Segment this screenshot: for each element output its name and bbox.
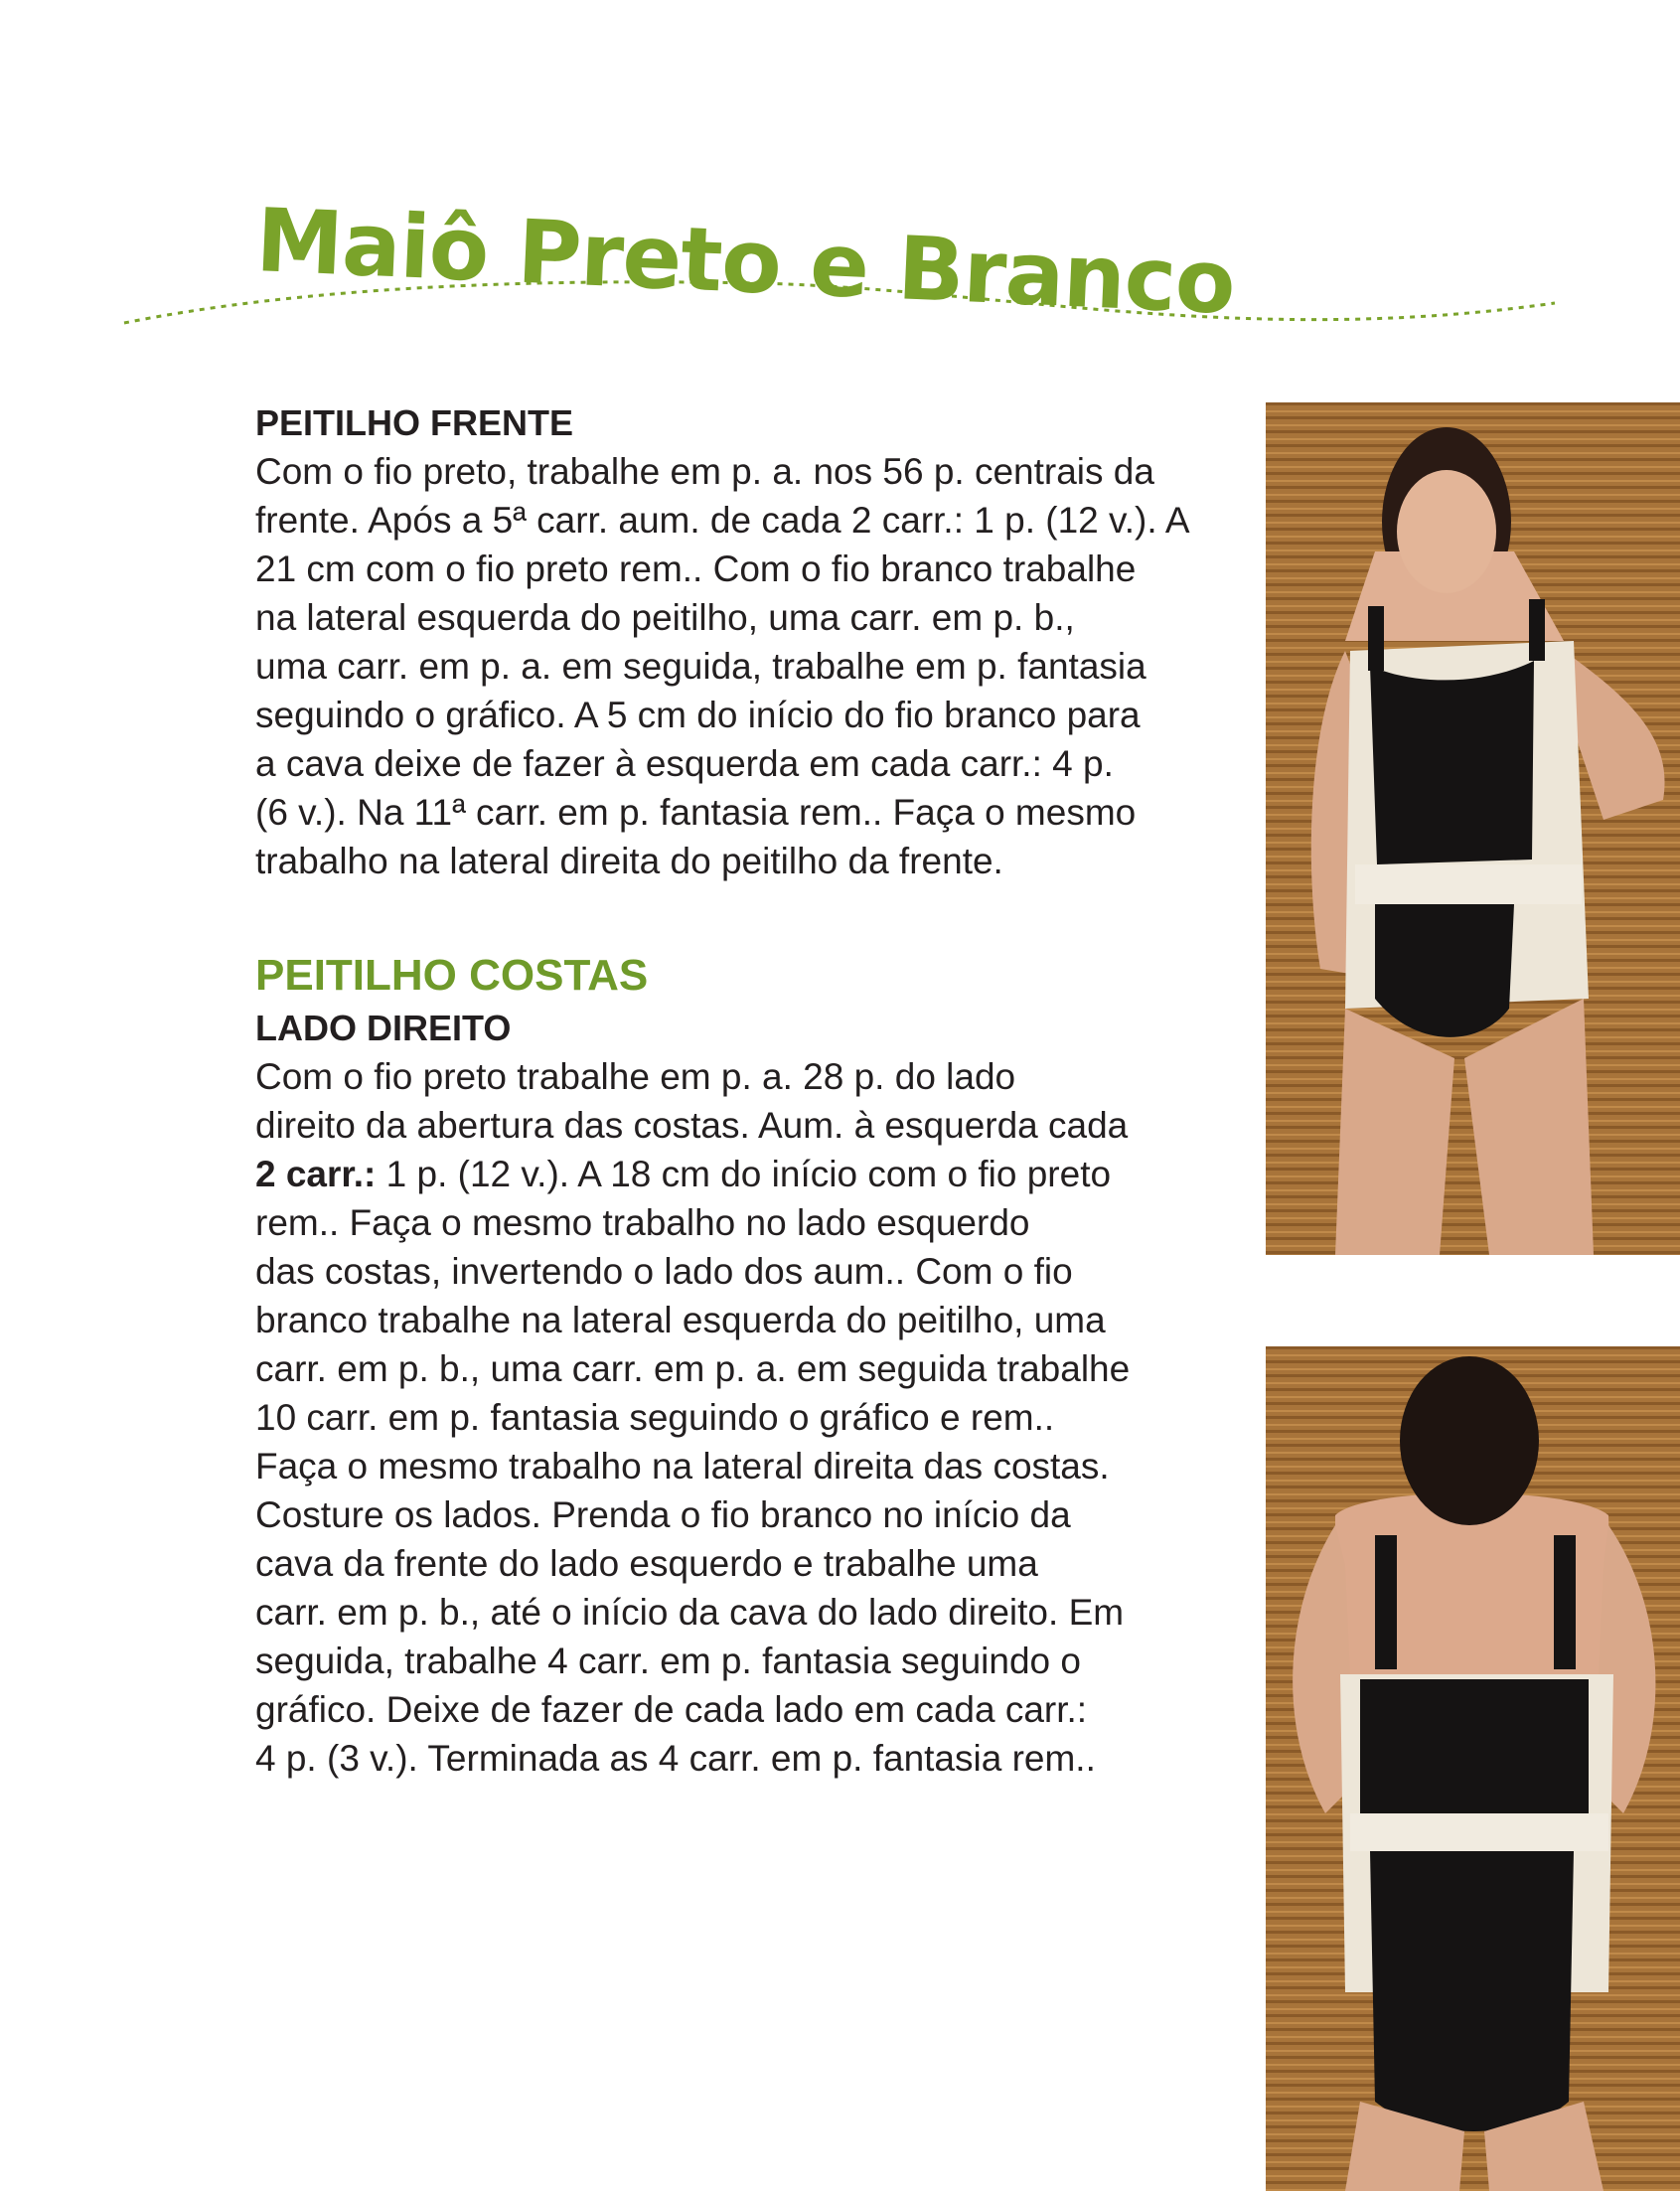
- section-title-peitilho-costas: PEITILHO COSTAS: [255, 951, 649, 1000]
- model-back-photo: [1266, 1346, 1680, 2191]
- text-line: seguindo o gráfico. A 5 cm do início do fio branco para: [255, 695, 1141, 735]
- model-front-photo: [1266, 402, 1680, 1255]
- text-line: cava da frente do lado esquerdo e trabalhe uma: [255, 1543, 1038, 1584]
- text-line: na lateral esquerda do peitilho, uma carr. em p. b.,: [255, 597, 1075, 638]
- text-line: Faça o mesmo trabalho na lateral direita das costas.: [255, 1446, 1110, 1487]
- paragraph-peitilho-frente: [255, 447, 1234, 885]
- section-heading-peitilho-frente: PEITILHO FRENTE: [255, 402, 574, 443]
- text-line: direito da abertura das costas. Aum. à esquerda cada: [255, 1105, 1129, 1146]
- text-line: Com o fio preto, trabalhe em p. a. nos 56 p. centrais da: [255, 451, 1154, 492]
- bold-text: 2 carr.:: [255, 1154, 377, 1194]
- article-body: [255, 399, 1234, 1783]
- text-line: branco trabalhe na lateral esquerda do peitilho, uma: [255, 1300, 1106, 1340]
- page-title: Maiô Preto e Branco: [253, 189, 1237, 334]
- text-line: 21 cm com o fio preto rem.. Com o fio branco trabalhe: [255, 548, 1137, 589]
- text-line: (6 v.). Na 11ª carr. em p. fantasia rem.. Faça o mesmo: [255, 792, 1137, 833]
- text-line: gráfico. Deixe de fazer de cada lado em cada carr.:: [255, 1689, 1088, 1730]
- dotted-wave-divider: [0, 268, 1680, 358]
- text-line: a cava deixe de fazer à esquerda em cada carr.: 4 p.: [255, 743, 1114, 784]
- text-line: rem.. Faça o mesmo trabalho no lado esquerdo: [255, 1202, 1030, 1243]
- paragraph-peitilho-costas: [255, 1052, 1234, 1783]
- text-line: das costas, invertendo o lado dos aum.. Com o fio: [255, 1251, 1073, 1292]
- text-line: uma carr. em p. a. em seguida, trabalhe em p. fantasia: [255, 646, 1146, 687]
- text-line: trabalho na lateral direita do peitilho da frente.: [255, 841, 1003, 881]
- text-line: seguida, trabalhe 4 carr. em p. fantasia seguindo o: [255, 1641, 1081, 1681]
- text-line: 4 p. (3 v.). Terminada as 4 carr. em p. fantasia rem..: [255, 1738, 1096, 1779]
- text-line: [255, 1150, 1234, 1198]
- text-line: carr. em p. b., até o início da cava do lado direito. Em: [255, 1592, 1125, 1633]
- text-line: Costure os lados. Prenda o fio branco no início da: [255, 1494, 1071, 1535]
- text-line: frente. Após a 5ª carr. aum. de cada 2 carr.: 1 p. (12 v.). A: [255, 500, 1190, 541]
- subheading-lado-direito: LADO DIREITO: [255, 1008, 512, 1048]
- text-line: 10 carr. em p. fantasia seguindo o gráfico e rem..: [255, 1397, 1055, 1438]
- text-line: carr. em p. b., uma carr. em p. a. em seguida trabalhe: [255, 1348, 1131, 1389]
- text-line: Com o fio preto trabalhe em p. a. 28 p. do lado: [255, 1056, 1016, 1097]
- model-front-illustration: [1266, 402, 1680, 1255]
- text-fragment: 1 p. (12 v.). A 18 cm do início com o fio preto: [376, 1154, 1112, 1194]
- model-back-illustration: [1266, 1346, 1680, 2191]
